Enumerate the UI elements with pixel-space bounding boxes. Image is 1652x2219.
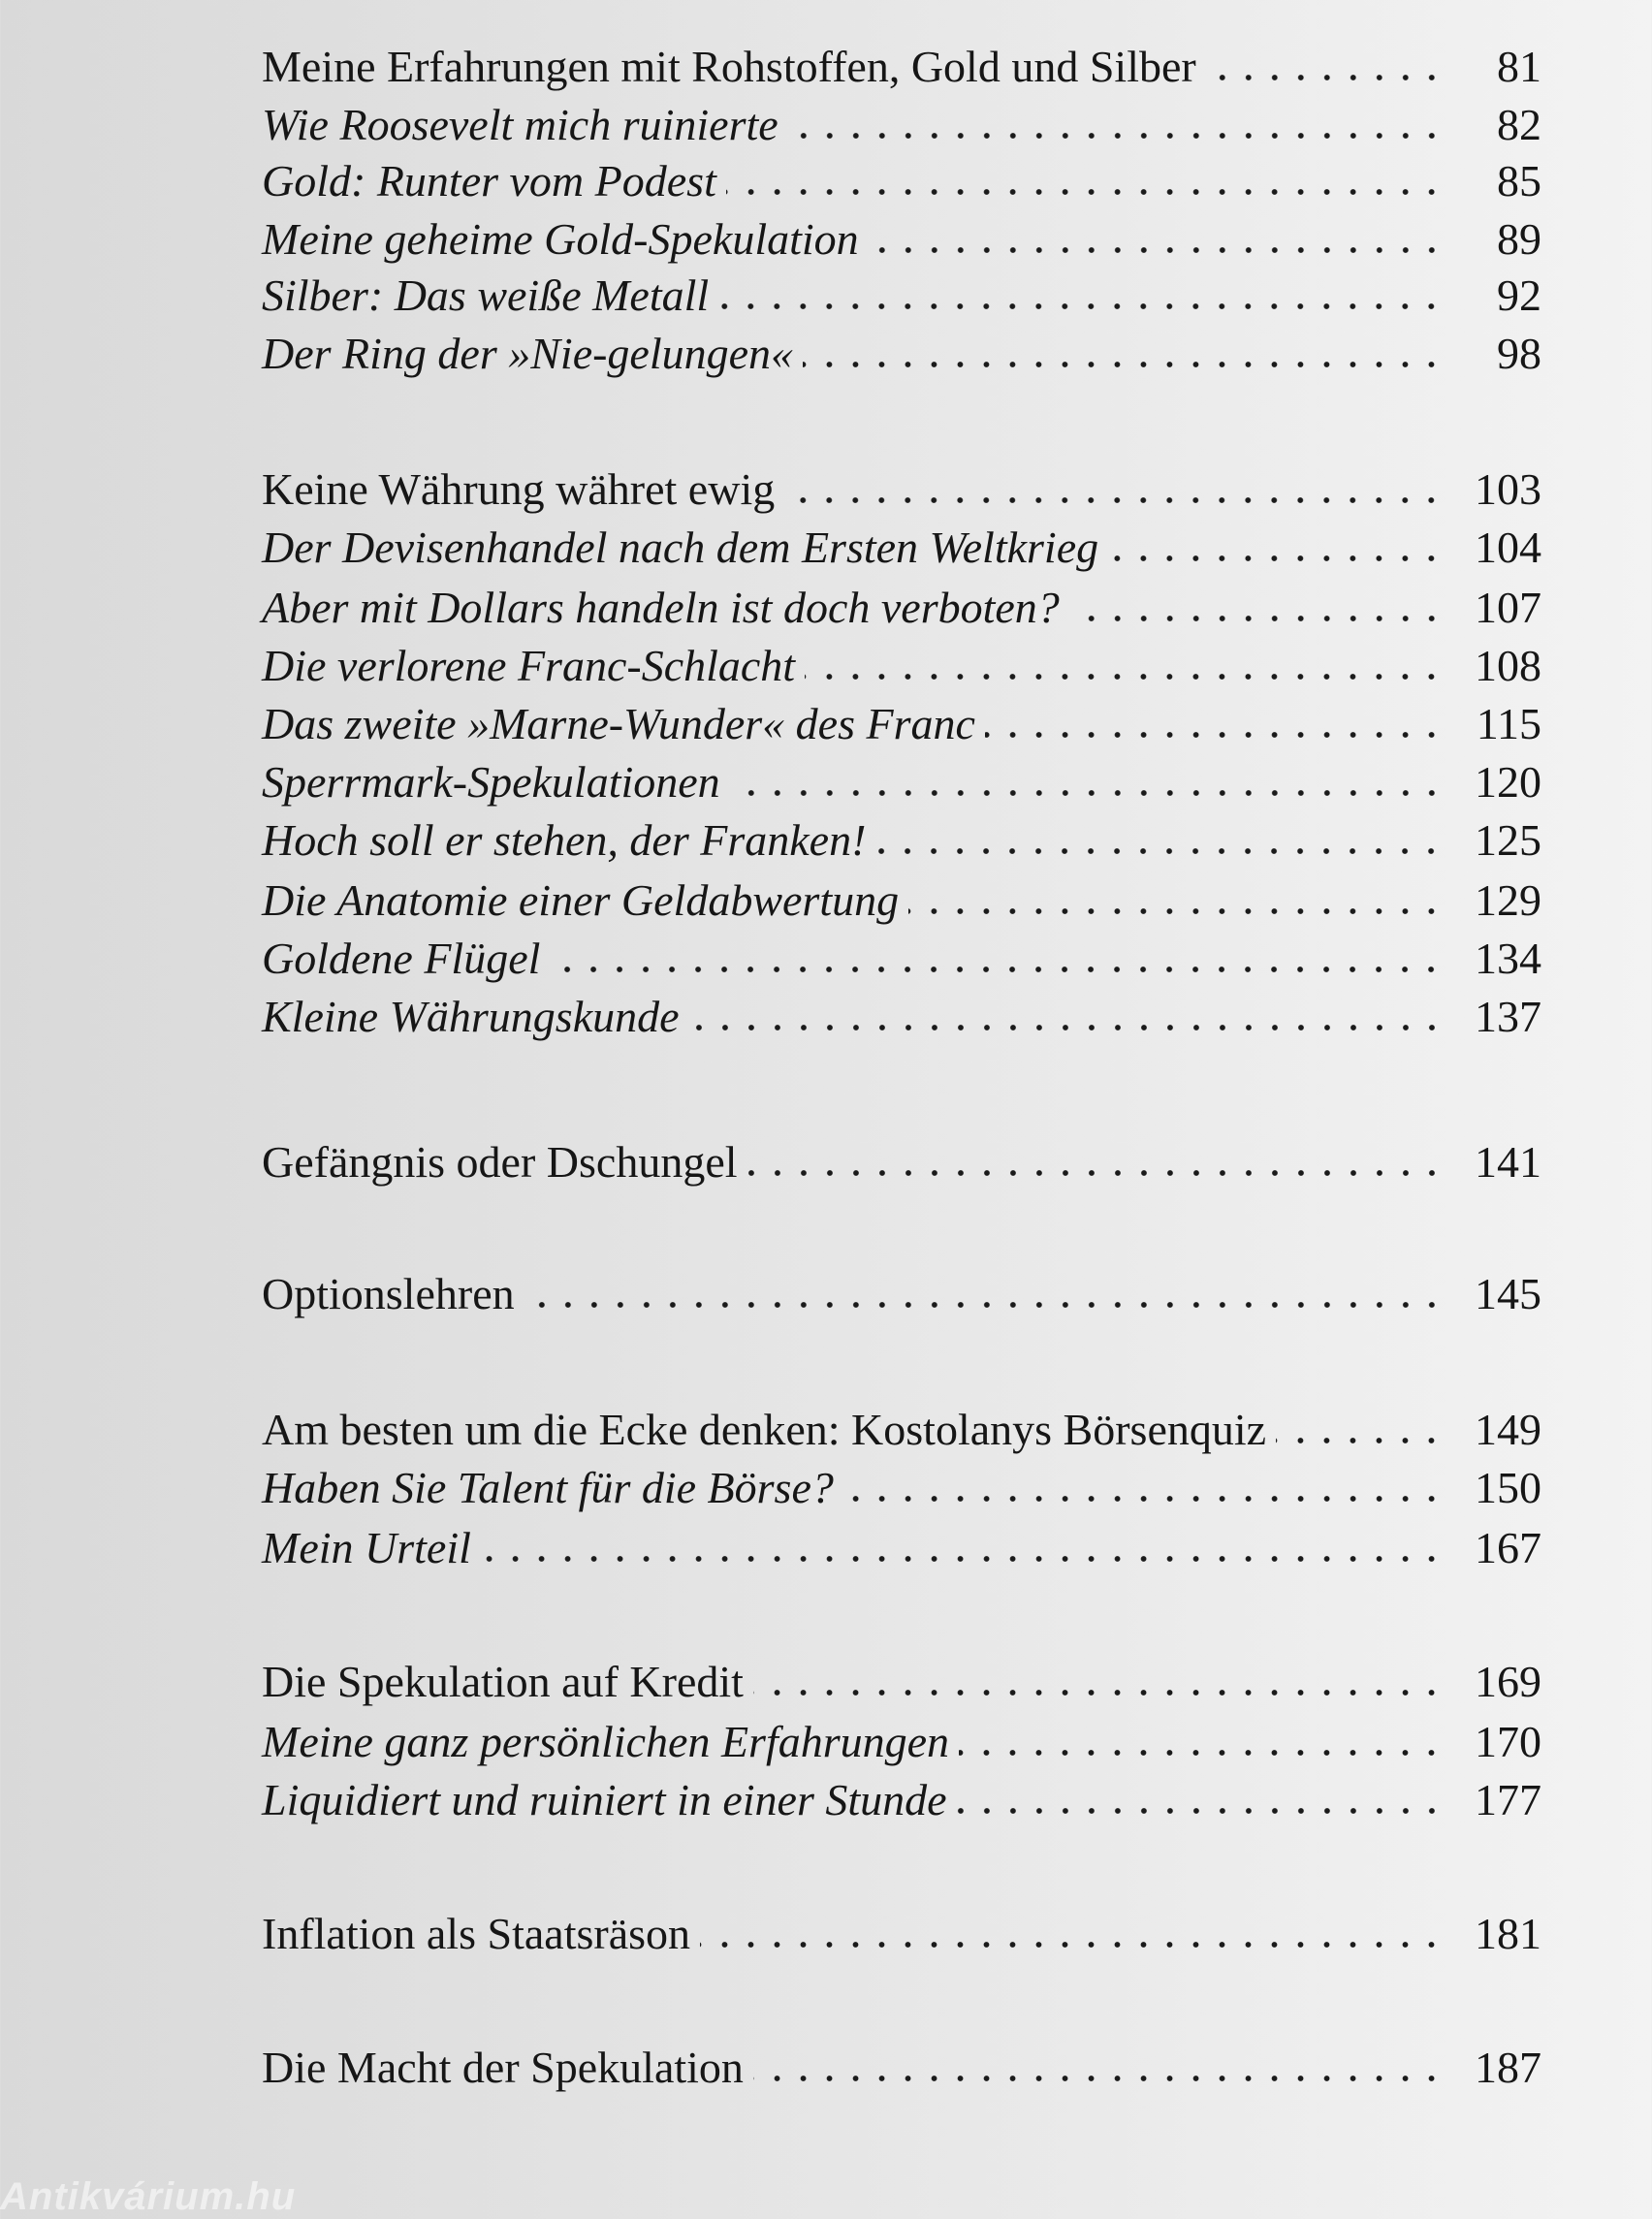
dot-leader <box>875 848 1445 854</box>
toc-entry-title: Meine ganz persönlichen Erfahrungen <box>262 1717 950 1766</box>
toc-entry-page-number: 92 <box>1497 270 1541 320</box>
toc-entry-title: Mein Urteil <box>262 1523 471 1572</box>
toc-chapter-entry <box>262 1898 1541 1956</box>
toc-entry-title: Die Spekulation auf Kredit <box>262 1657 744 1706</box>
dot-leader <box>481 1556 1445 1562</box>
toc-entry-page-number: 170 <box>1475 1717 1541 1766</box>
dot-leader <box>524 1302 1445 1308</box>
toc-entry-page-number: 98 <box>1497 329 1541 378</box>
toc-entry-page-number: 89 <box>1497 214 1541 264</box>
dot-leader <box>550 967 1445 972</box>
toc-subentry <box>262 318 1541 376</box>
toc-entry-page-number: 181 <box>1475 1909 1541 1958</box>
watermark: Antikvárium.hu <box>0 2175 297 2218</box>
toc-chapter-entry <box>262 1646 1541 1704</box>
toc-chapter-entry <box>262 2032 1541 2090</box>
dot-leader <box>843 1496 1445 1502</box>
toc-chapter-entry <box>262 1126 1541 1185</box>
toc-entry-title: Haben Sie Talent für die Börse? <box>262 1463 834 1512</box>
toc-entry-title: Der Ring der »Nie-gelungen« <box>262 329 794 378</box>
toc-entry-title: Die Macht der Spekulation <box>262 2043 744 2092</box>
toc-subentry <box>262 923 1541 981</box>
toc-entry-title: Am besten um die Ecke denken: Kostolanys Börsenquiz <box>262 1405 1267 1454</box>
dot-leader <box>689 1025 1445 1030</box>
toc-subentry <box>262 1452 1541 1510</box>
dot-leader <box>1276 1438 1445 1443</box>
toc-subentry <box>262 981 1541 1039</box>
toc-subentry <box>262 512 1541 570</box>
dot-leader <box>747 1170 1445 1176</box>
toc-entry-title: Der Devisenhandel nach dem Ersten Weltkrieg <box>262 523 1099 572</box>
toc-entry-page-number: 115 <box>1476 699 1541 748</box>
dot-leader <box>803 362 1445 367</box>
toc-subentry <box>262 260 1541 318</box>
toc-entry-page-number: 169 <box>1475 1657 1541 1706</box>
toc-entry-page-number: 120 <box>1475 757 1541 807</box>
toc-entry-title: Meine Erfahrungen mit Rohstoffen, Gold und Silber <box>262 42 1196 91</box>
toc-entry-title: Silber: Das weiße Metall <box>262 270 710 320</box>
toc-entry-title: Hoch soll er stehen, der Franken! <box>262 815 867 865</box>
toc-entry-page-number: 149 <box>1475 1405 1541 1454</box>
toc-subentry <box>262 145 1541 204</box>
toc-chapter-entry <box>262 1258 1541 1316</box>
dot-leader <box>985 732 1445 738</box>
toc-subentry <box>262 572 1541 630</box>
toc-entry-page-number: 150 <box>1475 1463 1541 1512</box>
toc-chapter-entry <box>262 31 1541 89</box>
toc-entry-title: Gefängnis oder Dschungel <box>262 1137 738 1187</box>
dot-leader <box>753 1690 1445 1696</box>
toc-entry-page-number: 103 <box>1475 464 1541 514</box>
toc-subentry <box>262 865 1541 923</box>
toc-subentry <box>262 1764 1541 1823</box>
toc-entry-page-number: 129 <box>1475 875 1541 925</box>
toc-entry-page-number: 145 <box>1475 1269 1541 1318</box>
dot-leader <box>1069 616 1445 621</box>
dot-leader <box>753 2076 1445 2081</box>
toc-entry-page-number: 82 <box>1497 100 1541 149</box>
dot-leader <box>788 133 1445 139</box>
toc-entry-page-number: 85 <box>1497 156 1541 206</box>
toc-entry-title: Die Anatomie einer Geldabwertung <box>262 875 900 925</box>
toc-entry-page-number: 107 <box>1475 583 1541 632</box>
toc-entry-title: Aber mit Dollars handeln ist doch verboten? <box>262 583 1060 632</box>
dot-leader <box>908 908 1445 914</box>
toc-entry-page-number: 137 <box>1475 992 1541 1041</box>
toc-subentry <box>262 630 1541 688</box>
toc-entry-page-number: 134 <box>1475 934 1541 983</box>
toc-entry-page-number: 187 <box>1475 2043 1541 2092</box>
dot-leader <box>1206 75 1445 80</box>
toc-entry-title: Keine Währung währet ewig <box>262 464 776 514</box>
toc-entry-page-number: 81 <box>1497 42 1541 91</box>
dot-leader <box>869 247 1445 253</box>
toc-entry-title: Das zweite »Marne-Wunder« des Franc <box>262 699 975 748</box>
toc-entry-page-number: 167 <box>1475 1523 1541 1572</box>
toc-subentry <box>262 89 1541 147</box>
toc-entry-page-number: 141 <box>1475 1137 1541 1187</box>
toc-subentry <box>262 746 1541 805</box>
dot-leader <box>1108 555 1445 561</box>
toc-subentry <box>262 204 1541 262</box>
toc-entry-title: Goldene Flügel <box>262 934 541 983</box>
toc-entry-page-number: 104 <box>1475 523 1541 572</box>
dot-leader <box>700 1942 1445 1948</box>
toc-subentry <box>262 1706 1541 1764</box>
toc-entry-title: Liquidiert und ruiniert in einer Stunde <box>262 1775 947 1824</box>
dot-leader <box>805 674 1445 680</box>
dot-leader <box>730 790 1445 796</box>
toc-entry-title: Gold: Runter vom Podest <box>262 156 716 206</box>
toc-entry-title: Kleine Währungskunde <box>262 992 680 1041</box>
toc-chapter-entry <box>262 454 1541 512</box>
dot-leader <box>957 1808 1445 1814</box>
toc-entry-title: Optionslehren <box>262 1269 515 1318</box>
toc-entry-title: Meine geheime Gold-Spekulation <box>262 214 859 264</box>
dot-leader <box>726 189 1445 195</box>
toc-entry-title: Die verlorene Franc-Schlacht <box>262 641 796 690</box>
dot-leader <box>718 303 1445 309</box>
toc-entry-title: Inflation als Staatsräson <box>262 1909 691 1958</box>
toc-chapter-entry <box>262 1394 1541 1452</box>
toc-subentry <box>262 688 1541 746</box>
dot-leader <box>784 497 1445 503</box>
toc-subentry <box>262 805 1541 863</box>
toc-subentry <box>262 1512 1541 1570</box>
toc-entry-title: Wie Roosevelt mich ruinierte <box>262 100 778 149</box>
dot-leader <box>959 1750 1445 1756</box>
toc-entry-page-number: 125 <box>1475 815 1541 865</box>
toc-entry-page-number: 177 <box>1475 1775 1541 1824</box>
toc-entry-title: Sperrmark-Spekulationen <box>262 757 720 807</box>
toc-entry-page-number: 108 <box>1475 641 1541 690</box>
